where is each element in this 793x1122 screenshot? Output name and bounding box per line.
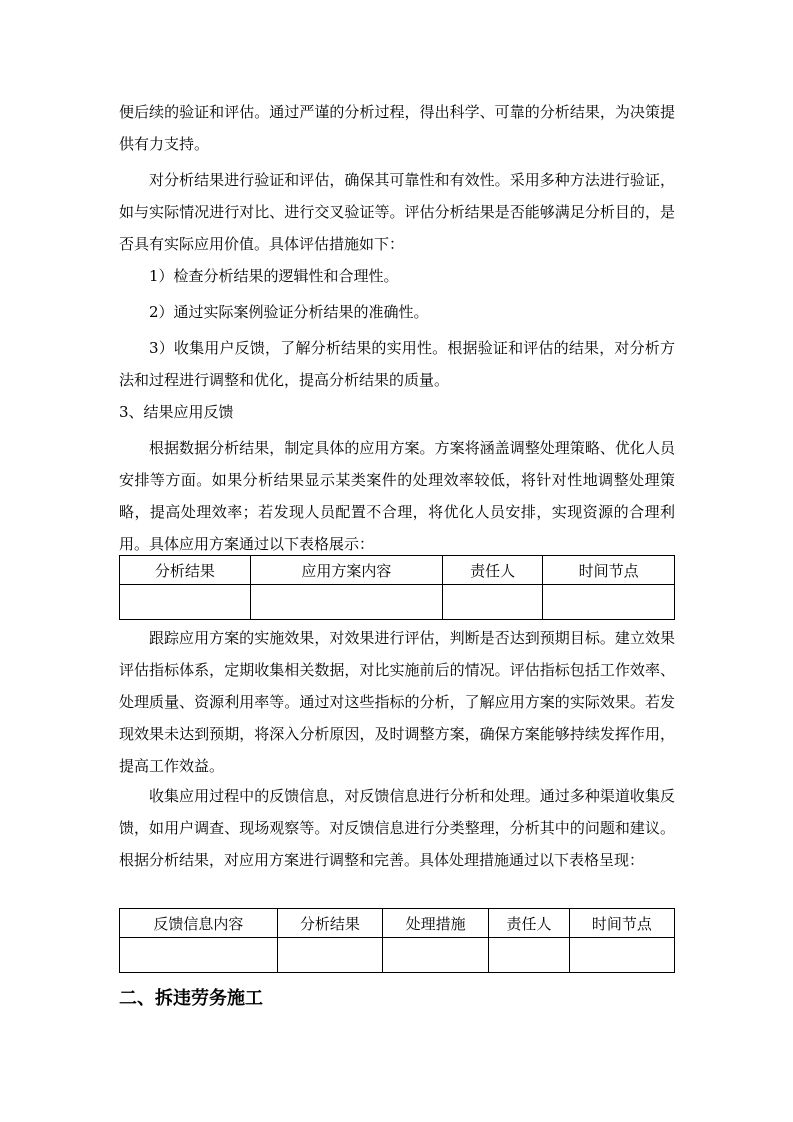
table-cell (443, 585, 543, 620)
table-header-cell: 分析结果 (120, 556, 251, 585)
table-cell (569, 938, 674, 973)
table-header-cell: 反馈信息内容 (120, 909, 278, 938)
list-item-2: 2）通过实际案例验证分析结果的准确性。 (149, 303, 429, 321)
table-cell (120, 938, 278, 973)
paragraph-tracking: 跟踪应用方案的实施效果，对效果进行评估，判断是否达到预期目标。建立效果评估指标体系，定期收集相关数据，对比实施前后的情况。评估指标包括工作效率、处理质量、资源利用率等。通过对这些指标的分析，了解应用方案的实际效果。若发现效果未达到预期，将深入分析原因，及时调整方案，确保方案能够持续发挥作用，提高工作效益。 (119, 629, 675, 775)
list-item-3: 3）收集用户反馈，了解分析结果的实用性。根据验证和评估的结果，对分析方法和过程进行调整和优化，提高分析结果的质量。 (119, 339, 675, 389)
table-row (120, 585, 675, 620)
paragraph-application: 根据数据分析结果，制定具体的应用方案。方案将涵盖调整处理策略、优化人员安排等方面。如果分析结果显示某类案件的处理效率较低，将针对性地调整处理策略，提高处理效率；若发现人员配置不合理，将优化人员安排，实现资源的合理利用。具体应用方案通过以下表格展示： (119, 439, 675, 553)
paragraph-continuation: 便后续的验证和评估。通过严谨的分析过程，得出科学、可靠的分析结果，为决策提供有力支持。 (119, 103, 675, 153)
table-header-row (120, 556, 675, 585)
paragraph-verification: 对分析结果进行验证和评估，确保其可靠性和有效性。采用多种方法进行验证，如与实际情况进行对比、进行交叉验证等。评估分析结果是否能够满足分析目的，是否具有实际应用价值。具体评估措施如下： (119, 171, 675, 253)
subsection-title: 3、结果应用反馈 (119, 403, 234, 421)
table-cell (120, 585, 251, 620)
table-header-cell: 时间节点 (543, 556, 675, 585)
table-header-cell: 分析结果 (277, 909, 382, 938)
section-heading: 二、拆违劳务施工 (119, 988, 263, 1009)
table-cell (277, 938, 382, 973)
table-header-cell: 责任人 (443, 556, 543, 585)
paragraph-feedback: 收集应用过程中的反馈信息，对反馈信息进行分析和处理。通过多种渠道收集反馈，如用户调查、现场观察等。对反馈信息进行分类整理，分析其中的问题和建议。根据分析结果，对应用方案进行调整和完善。具体处理措施通过以下表格呈现： (119, 787, 675, 869)
table-header-row (120, 909, 675, 938)
application-plan-table (119, 555, 675, 620)
table-header-cell: 应用方案内容 (250, 556, 442, 585)
table-cell (383, 938, 489, 973)
table-cell (250, 585, 442, 620)
table-cell (543, 585, 675, 620)
list-item-1: 1）检查分析结果的逻辑性和合理性。 (149, 267, 399, 285)
feedback-handling-table (119, 908, 675, 973)
table-header-cell: 时间节点 (569, 909, 674, 938)
table-header-cell: 处理措施 (383, 909, 489, 938)
table-row (120, 938, 675, 973)
table-cell (489, 938, 569, 973)
table-header-cell: 责任人 (489, 909, 569, 938)
